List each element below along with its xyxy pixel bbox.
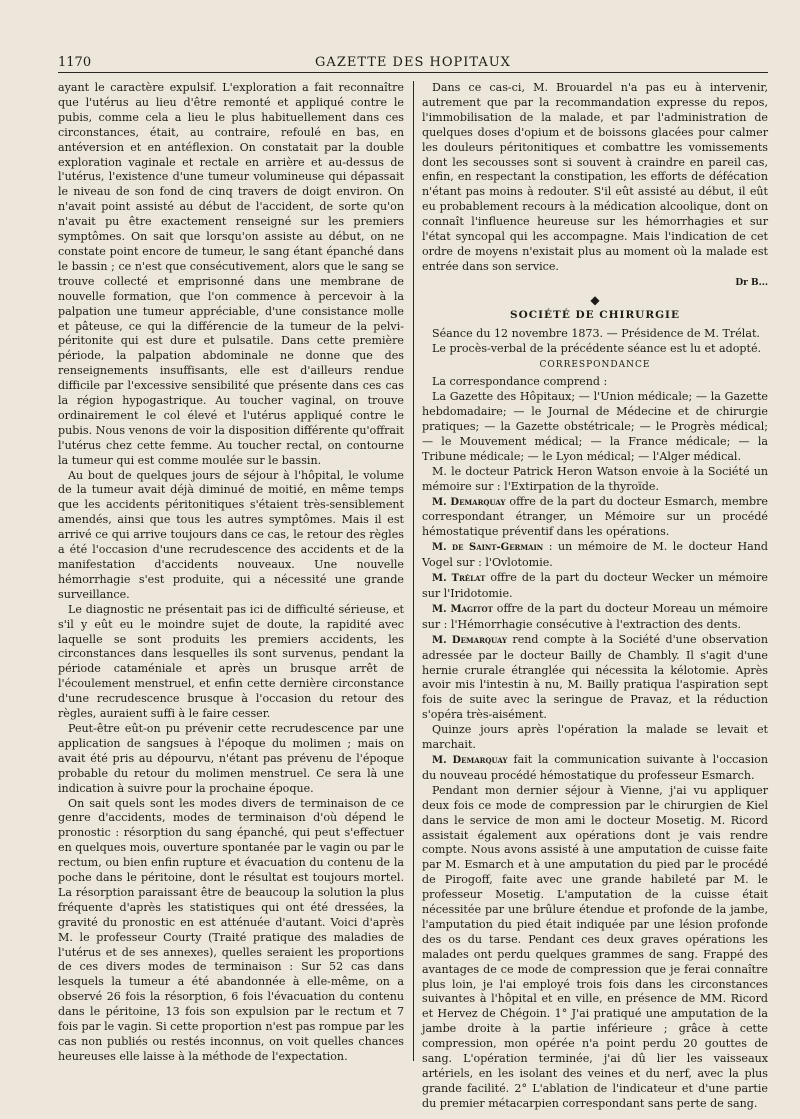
speaker-name: M. Demarquay <box>432 754 508 766</box>
speaker-name: M. de Saint-Germain <box>432 542 544 554</box>
left-column <box>58 81 404 1061</box>
paragraph: La correspondance comprend : <box>432 375 608 389</box>
right-column <box>422 81 768 1110</box>
paragraph: Quinze jours après l'opération la malade se levait et marchait. <box>422 723 768 752</box>
paragraph-text: offre de la part du docteur Wecker un mémoire sur l'Iridotomie. <box>422 571 768 600</box>
ornament-divider: ◆ <box>590 292 600 307</box>
paragraph: Dans ce cas-ci, M. Brouardel n'a pas eu à intervenir, autrement que par la recommandation expresse du repos, l'immobilisation de la malade, et par l'administration de quelques doses d'opium et de boissons glacées pour calmer les douleurs péritonitiques et combattre les vomissements dont les secousses sont si souvent à craindre en pareil cas, enfin, en respectant la constipation, les efforts de défécation n'étant pas moins à redouter. S'il eût assisté au début, il eût eu probablement recours à la médication alcoolique, dont on connaît l'influence heureuse sur les hémorrhagies et sur l'état syncopal qui les accompagne. Mais l'indication de cet ordre de moyens n'existait plus au moment où la malade est entrée dans son service. <box>422 81 768 273</box>
speaker-name: M. Magitot <box>432 603 493 615</box>
paragraph: Au bout de quelques jours de séjour à l'hôpital, le volume de la tumeur avait déjà diminué de moitié, en même temps que les accidents péritonitiques s'étaient très-sensiblement amendés, ainsi que tous les autres symptômes. Mais il est arrivé ce qui arrive toujours dans ce cas, le retour des règles a été l'occasion d'une recrudescence des accidents et de la manifestation d'accidents nouveaux. Une nouvelle hémorrhagie s'est produite, qui a nécessité une grande surveillance. <box>58 468 404 601</box>
paragraph: M. le docteur Patrick Heron Watson envoie à la Société un mémoire sur : l'Extirpation de la thyroïde. <box>422 464 768 493</box>
section-title: SOCIÉTÉ DE CHIRURGIE <box>510 308 680 321</box>
author-signature: Dr B... <box>735 277 768 288</box>
article-columns <box>58 81 768 1110</box>
paragraph: La Gazette des Hôpitaux; — l'Union médicale; — la Gazette hebdomadaire; — le Journal de Médecine et de chirurgie pratiques; — la Gazette obstétricale; — le Progrès médical; — le Mouvement médical; — la France médicale; — la Tribune médicale; — le Lyon médical; — l'Alger médical. <box>422 390 768 463</box>
journal-title: GAZETTE DES HOPITAUX <box>315 55 511 70</box>
paragraph <box>422 602 768 633</box>
paragraph-text: rend compte à la Société d'une observation adressée par le docteur Bailly de Chambly. Il s'agit d'une hernie crurale étranglée qui nécessita la kélotomie. Après avoir mis l'intestin à nu, M. Bailly pratiqua l'aspiration sept fois de suite avec la seringue de Pravaz, et la réduction s'opéra très-aisément. <box>422 632 768 722</box>
paragraph <box>422 495 768 541</box>
paragraph <box>422 753 768 784</box>
session-line: Séance du 12 novembre 1873. — Présidence de M. Trélat. <box>432 326 760 340</box>
paragraph-text: : un mémoire de M. le docteur Hand Vogel sur : l'Ovlotomie. <box>422 540 768 570</box>
paragraph <box>422 633 768 723</box>
speaker-name: M. Demarquay <box>432 634 507 646</box>
speaker-name: M. Trélat <box>432 573 486 585</box>
paragraph: On sait quels sont les modes divers de terminaison de ce genre d'accidents, modes de terminaison d'où dépend le pronostic : résorption du sang épanché, qui peut s'effectuer en quelques mois, ouverture spontanée par le vagin ou par le rectum, ou bien enfin rupture et évacuation du contenu de la poche dans le péritoine, dont le résultat est toujours mortel. La résorption paraissant être de beaucoup la solution la plus fréquente d'après les statistiques qui ont été dressées, la gravité du pronostic en est atténuée d'autant. Voici d'après M. le professeur Courty (Traité pratique des maladies de l'utérus et de ses annexes), quelles seraient les proportions de ces divers modes de terminaison : Sur 52 cas dans lesquels la tumeur a été abandonnée à elle-même, on a observé 26 fois la résorption, 6 fois l'évacuation du contenu dans le péritoine, 13 fois son expulsion par le rectum et 7 fois par le vagin. Si cette proportion n'est pas rompue par les cas non publiés ou restés inconnus, on voit quelles chances heureuses elle laisse à la méthode de l'expectation. <box>58 796 405 1063</box>
paragraph: Le procès-verbal de la précédente séance est lu et adopté. <box>432 341 762 355</box>
paragraph: Pendant mon dernier séjour à Vienne, j'ai vu appliquer deux fois ce mode de compression par le chirurgien de Kiel dans le service de mon ami le docteur Mosetig. M. Ricord assistait également aux opérations dont je vais rendre compte. Nous avons assisté à une amputation de cuisse faite par M. Esmarch et à une amputation du pied par le procédé de Pirogoff, faite avec une grande habileté par M. le professeur Mosetig. L'amputation de la cuisse était nécessitée par une brûlure étendue et profonde de la jambe, l'amputation du pied était indiquée par une lésion profonde des os du tarse. Pendant ces deux graves opérations les malades ont perdu quelques grammes de sang. Frappé des avantages de ce mode de compression que je ferai connaître plus loin, je l'ai employé trois fois dans les circonstances suivantes à l'hôpital et en ville, en présence de MM. Ricord et Hervez de Chégoin. 1° J'ai pratiqué une amputation de la jambe droite à la partie inférieure ; grâce à cette compression, mon opérée n'a point perdu 20 gouttes de sang. L'opération terminée, j'ai dû lier les vaisseaux artériels, en les isolant des veines et du nerf, avec la plus grande facilité. 2° L'ablation de l'indicateur et d'une partie du premier métacarpien correspondant sans perte de sang. <box>422 783 768 1110</box>
paragraph <box>422 540 768 571</box>
paragraph <box>422 571 768 602</box>
paragraph-text: fait la communication suivante à l'occasion du nouveau procédé hémostatique du professeur Esmarch. <box>422 752 768 782</box>
paragraph-text: offre de la part du docteur Moreau un mémoire sur : l'Hémorrhagie consécutive à l'extraction des dents. <box>422 601 768 631</box>
paragraph-text: offre de la part du docteur Esmarch, membre correspondant étranger, un Mémoire sur un procédé hémostatique préventif dans les opérations. <box>422 494 768 539</box>
paragraph: Peut-être eût-on pu prévenir cette recrudescence par une application de sangsues à l'époque du molimen ; mais on avait été pris au dépourvu, n'étant pas prévenu de l'époque probable du retour du molimen menstruel. Ce sera là une indication à suivre pour la prochaine époque. <box>58 721 404 795</box>
speaker-name: M. Demarquay <box>432 496 506 508</box>
subsection-title: CORRESPONDANCE <box>539 360 651 371</box>
paragraph: ayant le caractère expulsif. L'exploration a fait reconnaître que l'utérus au lieu d'être remonté et appliqué contre le pubis, comme cela a lieu le plus habituellement dans ces circonstances, était, au contraire, refoulé en bas, en antéversion et en antéflexion. On constatait par la double exploration vaginale et rectale en arrière et au-dessus de l'utérus, l'existence d'une tumeur volumineuse qui dépassait le niveau de son fond de cinq travers de doigt environ. On n'avait point assisté au début de l'accident, de sorte qu'on n'avait pu être exactement renseigné sur les premiers symptômes. On sait que lorsqu'on assiste au début, on ne constate point encore de tumeur, le sang étant épanché dans le bassin ; ce n'est que consécutivement, alors que le sang se trouve collecté et emprisonné dans une membrane de nouvelle formation, que l'on commence à percevoir à la palpation une tumeur appréciable, d'une consistance molle et pâteuse, ce qui la différencie de la tumeur de la pelvi-péritonite qui est dure et pulsatile. Dans cette première période, la palpation abdominale ne donne que des renseignements insuffisants, elle est d'ailleurs rendue difficile par l'excessive sensibilité que présente dans ces cas la région hypogastrique. Au toucher vaginal, on trouve ordinairement le col élevé et l'utérus appliqué contre le pubis. Nous venons de voir la disposition différente qu'offrait l'utérus chez cette femme. Au toucher rectal, on contourne la tumeur qui est comme moulée sur le bassin. <box>58 81 404 467</box>
column-divider <box>413 81 414 1061</box>
page-header <box>58 52 768 73</box>
page-number: 1170 <box>58 55 92 70</box>
paragraph: Le diagnostic ne présentait pas ici de difficulté sérieuse, et s'il y eût eu le moindre sujet de doute, la rapidité avec laquelle se sont produits les premiers accidents, les circonstances dans lesquelles ils sont survenus, pendant la période cataméniale et après un brusque arrêt de l'écoulement menstruel, et enfin cette dernière circonstance d'une recrudescence brusque à l'occasion du retour des règles, auraient suffi à le faire cesser. <box>58 602 404 721</box>
